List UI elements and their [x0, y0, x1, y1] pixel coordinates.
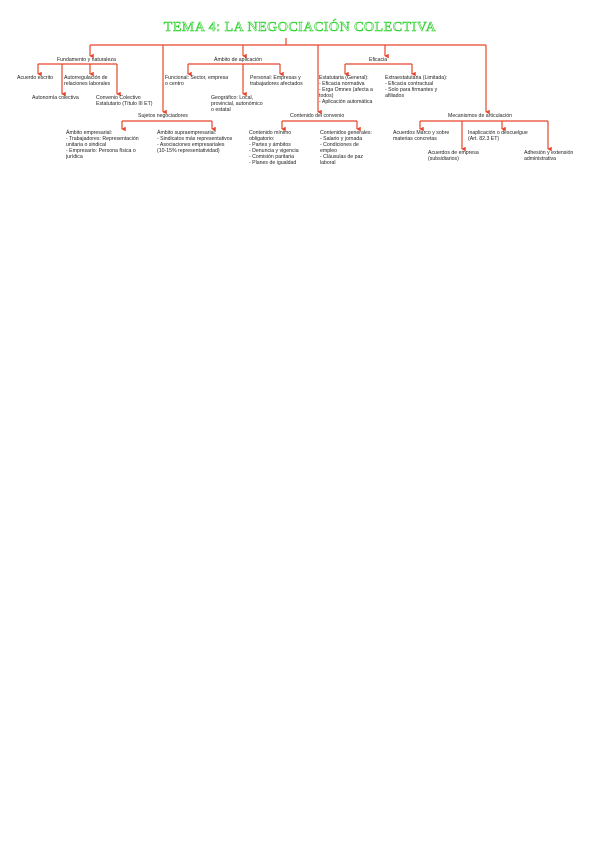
node-contenidos-generales: Contenidos generales: - Salario y jornada - Condiciones de empleo - Cláusulas de paz laboral: [320, 130, 372, 166]
node-ambito-empresarial: Ámbito empresarial: - Trabajadores: Representación unitaria o sindical - Empresario: Persona física o jurídica: [66, 130, 139, 160]
node-geografico: Geográfico: Local, provincial, autonómico o estatal: [211, 95, 263, 113]
node-convenio-estatutario: Convenio Colectivo Estatutario (Título III ET): [96, 95, 153, 107]
node-sujetos: Sujetos negociadores: [138, 113, 188, 119]
node-contenido: Contenido del convenio: [290, 113, 345, 119]
node-ambito-aplicacion: Ámbito de aplicación: [214, 57, 262, 63]
node-autorregulacion: Autorregulación de relaciones laborales: [64, 75, 111, 87]
node-autonomia-colectiva: Autonomía colectiva: [32, 95, 79, 101]
node-fundamento: Fundamento y naturaleza: [57, 57, 116, 63]
node-funcional: Funcional: Sector, empresa o centro: [165, 75, 229, 87]
node-eficacia: Eficacia: [369, 57, 388, 63]
node-personal: Personal: Empresas y trabajadores afectados: [250, 75, 303, 87]
node-adhesion: Adhesión y extensión administrativa: [524, 150, 574, 162]
diagram-title: TEMA 4: LA NEGOCIACIÓN COLECTIVA: [163, 20, 437, 35]
node-estatutaria: Estatutaria (General): - Eficacia normativa - Erga Omnes (afecta a todos) - Aplicación automática: [319, 75, 373, 105]
node-inaplicacion: Inaplicación o descuelgue (Art. 82.3 ET): [468, 130, 528, 142]
node-acuerdo-escrito: Acuerdo escrito: [17, 75, 54, 81]
node-ambito-supraempresarial: Ámbito supraempresarial: - Sindicatos más representativos - Asociaciones empresariales (10-15% representatividad): [157, 130, 233, 154]
node-contenido-minimo: Contenido mínimo obligatorio: - Partes y ámbitos - Denuncia y vigencia - Comisión paritaria - Planes de igualdad: [249, 130, 299, 166]
node-mecanismos: Mecanismos de articulación: [448, 113, 513, 119]
node-acuerdos-empresa: Acuerdos de empresa (subsidiarios): [428, 150, 479, 162]
node-extraestatutaria: Extraestatutaria (Limitada): - Eficacia contractual - Solo para firmantes y afiliados: [385, 75, 448, 99]
node-acuerdos-marco: Acuerdos Marco y sobre materias concretas: [393, 130, 450, 142]
